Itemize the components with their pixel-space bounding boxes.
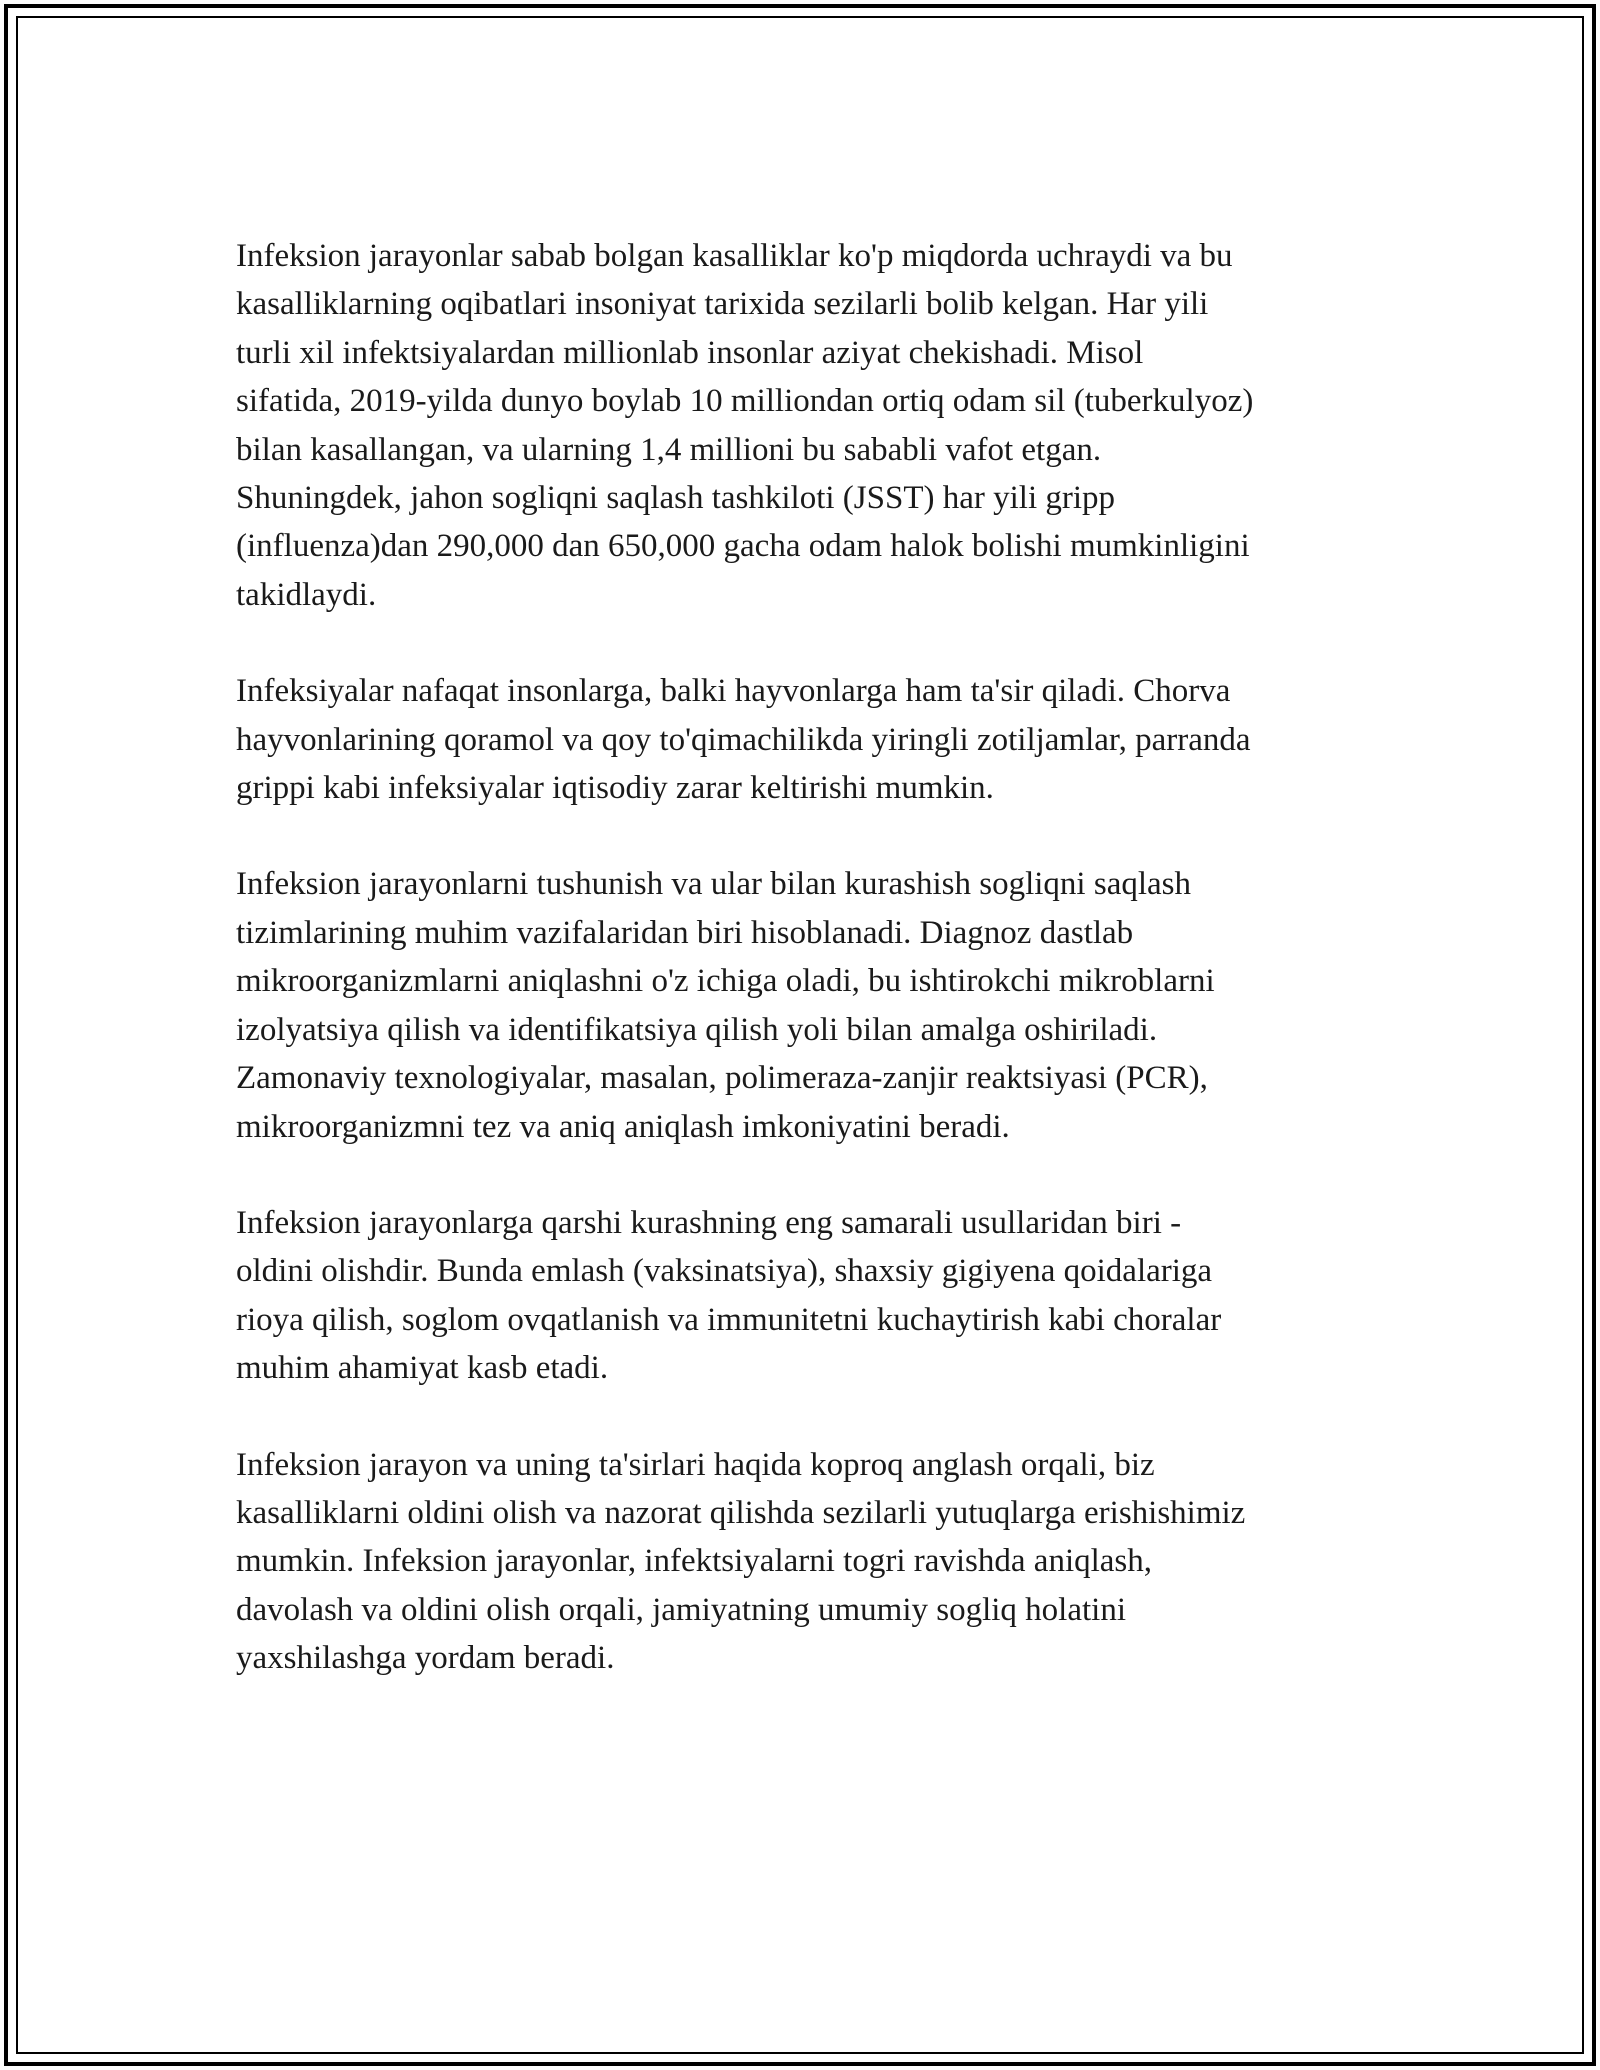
text-line: yaxshilashga yordam beradi. xyxy=(236,1640,615,1677)
text-line: oldini olishdir. Bunda emlash (vaksinatsiya), shaxsiy gigiyena qoidalariga xyxy=(236,1253,1213,1290)
text-line: Infeksion jarayonlar sabab bolgan kasalliklar ko'p miqdorda uchraydi va bu xyxy=(236,238,1233,274)
text-line: mikroorganizmlarni aniqlashni o'z ichiga oladi, bu ishtirokchi mikroblarni xyxy=(236,963,1215,1000)
text-line: Shuningdek, jahon sogliqni saqlash tashkiloti (JSST) har yili gripp xyxy=(236,480,1116,517)
text-line: turli xil infektsiyalardan millionlab insonlar aziyat chekishadi. Misol xyxy=(236,334,1144,371)
text-line: izolyatsiya qilish va identifikatsiya qilish yoli bilan amalga oshiriladi. xyxy=(236,1011,1158,1048)
text-line: grippi kabi infeksiyalar iqtisodiy zarar keltirishi mumkin. xyxy=(236,770,994,807)
text-line: (influenza)dan 290,000 dan 650,000 gacha odam halok bolishi mumkinligini xyxy=(236,528,1250,565)
text-line: Infeksion jarayonlarni tushunish va ular bilan kurashish sogliqni saqlash xyxy=(236,866,1192,903)
text-line: rioya qilish, soglom ovqatlanish va immunitetni kuchaytirish kabi choralar xyxy=(236,1301,1222,1338)
paragraph-3 xyxy=(236,860,1396,1150)
text-line: mumkin. Infeksion jarayonlar, infektsiyalarni togri ravishda aniqlash, xyxy=(236,1543,1153,1580)
text-line: kasalliklarning oqibatlari insoniyat tarixida sezilarli bolib kelgan. Har yili xyxy=(236,286,1209,323)
text-line: Infeksiyalar nafaqat insonlarga, balki hayvonlarga ham ta'sir qiladi. Chorva xyxy=(236,673,1231,710)
text-line: hayvonlarining qoramol va qoy to'qimachilikda yiringli zotiljamlar, parranda xyxy=(236,721,1251,758)
text-line: Infeksion jarayon va uning ta'sirlari haqida koproq anglash orqali, biz xyxy=(236,1446,1155,1483)
text-line: kasalliklarni oldini olish va nazorat qilishda sezilarli yutuqlarga erishishimiz xyxy=(236,1494,1246,1531)
text-line: sifatida, 2019-yilda dunyo boylab 10 milliondan ortiq odam sil (tuberkulyoz) xyxy=(236,383,1254,420)
text-line: davolash va oldini olish orqali, jamiyatning umumiy sogliq holatini xyxy=(236,1591,1127,1628)
paragraph-4 xyxy=(236,1199,1396,1393)
text-line: mikroorganizmni tez va aniq aniqlash imkoniyatini beradi. xyxy=(236,1108,1010,1145)
text-line: bilan kasallangan, va ularning 1,4 millioni bu sababli vafot etgan. xyxy=(236,431,1102,468)
text-line: takidlaydi. xyxy=(236,576,377,613)
paragraph-5 xyxy=(236,1441,1396,1683)
text-line: muhim ahamiyat kasb etadi. xyxy=(236,1350,609,1387)
document-body xyxy=(236,232,1396,1731)
paragraph-1 xyxy=(236,232,1396,619)
text-line: Infeksion jarayonlarga qarshi kurashning eng samarali usullaridan biri - xyxy=(236,1204,1182,1241)
text-line: tizimlarining muhim vazifalaridan biri hisoblanadi. Diagnoz dastlab xyxy=(236,914,1134,951)
text-line: Zamonaviy texnologiyalar, masalan, polimeraza-zanjir reaktsiyasi (PCR), xyxy=(236,1060,1208,1097)
paragraph-2 xyxy=(236,667,1396,812)
